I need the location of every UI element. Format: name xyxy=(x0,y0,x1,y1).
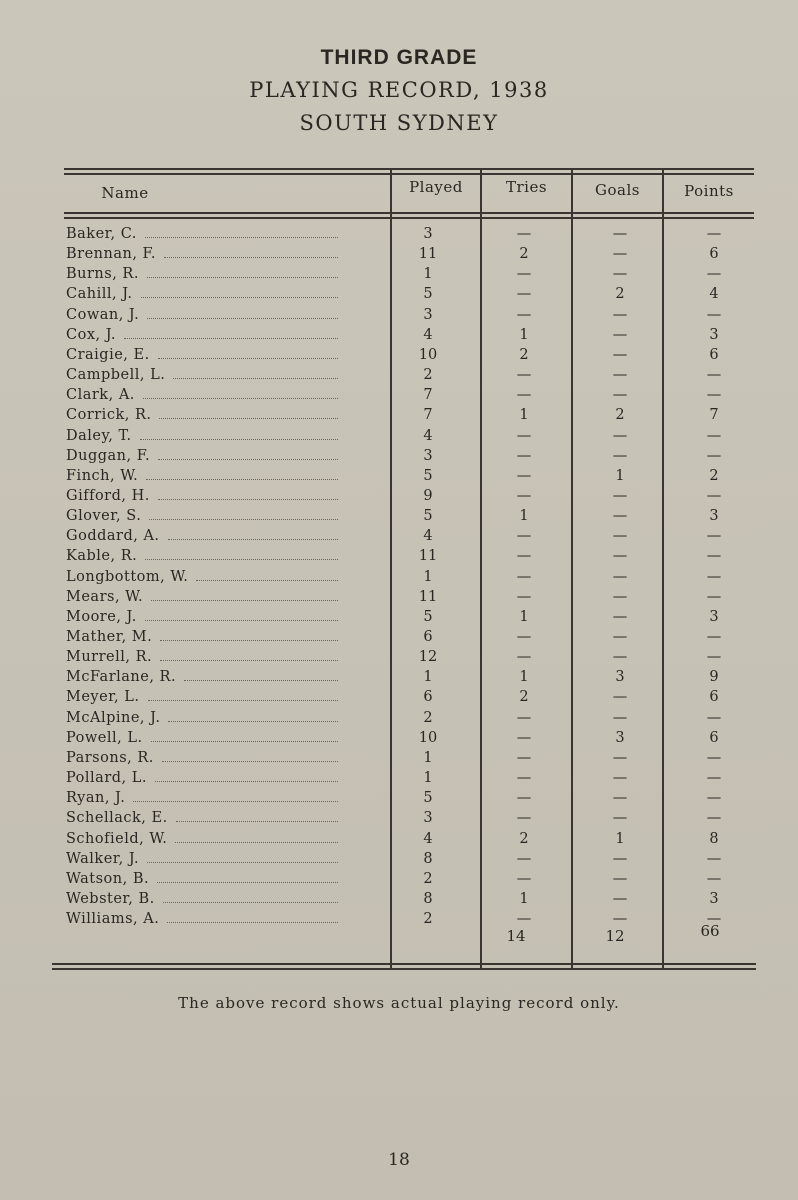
table-bottom-rule xyxy=(52,963,756,965)
cell-played: 2 xyxy=(423,367,433,384)
cell-goals: — xyxy=(612,689,628,706)
cell-tries: — xyxy=(516,447,532,464)
cell-tries: 2 xyxy=(519,246,529,263)
cell-tries: — xyxy=(516,387,532,404)
table-row xyxy=(0,669,798,689)
cell-points: — xyxy=(706,629,722,645)
cell-goals: — xyxy=(612,487,628,504)
cell-points: — xyxy=(706,306,722,323)
cell-goals: — xyxy=(612,246,628,263)
cell-points: — xyxy=(706,568,722,585)
cell-played: 11 xyxy=(418,588,438,605)
cell-played: 12 xyxy=(418,649,438,666)
player-name: Cowan, J. xyxy=(66,306,140,323)
cell-points: 6 xyxy=(709,689,719,706)
cell-points: 4 xyxy=(709,286,719,303)
record-title: PLAYING RECORD, 1938 xyxy=(249,78,549,102)
cell-goals: — xyxy=(612,649,628,666)
cell-goals: — xyxy=(612,508,628,525)
player-name: McFarlane, R. xyxy=(66,669,177,686)
cell-points: 6 xyxy=(709,346,719,363)
cell-goals: — xyxy=(612,870,628,887)
leader-dots xyxy=(151,600,338,601)
cell-tries: — xyxy=(516,588,532,605)
table-row xyxy=(0,548,798,568)
cell-goals: — xyxy=(612,548,628,565)
cell-played: 5 xyxy=(423,608,433,625)
player-name: Moore, J. xyxy=(66,608,137,625)
cell-played: 10 xyxy=(418,346,438,363)
leader-dots xyxy=(141,297,338,298)
cell-tries: — xyxy=(516,528,532,545)
cell-tries: — xyxy=(516,568,532,585)
cell-goals: — xyxy=(612,447,628,464)
cell-tries: — xyxy=(516,226,532,242)
table-bottom-rule-2 xyxy=(52,968,756,970)
table-row xyxy=(0,528,798,548)
table-row xyxy=(0,710,798,730)
cell-tries: 1 xyxy=(519,407,529,424)
player-name: Burns, R. xyxy=(66,266,139,283)
leader-dots xyxy=(159,418,338,419)
cell-points: 3 xyxy=(709,608,719,625)
table-row xyxy=(0,629,798,649)
cell-points: — xyxy=(706,588,722,605)
player-name: Pollard, L. xyxy=(66,770,147,787)
cell-points: — xyxy=(706,427,722,444)
player-name: Daley, T. xyxy=(66,427,132,444)
cell-played: 1 xyxy=(423,266,433,283)
table-row xyxy=(0,770,798,790)
table-row xyxy=(0,226,798,246)
table-row xyxy=(0,307,798,327)
cell-points: — xyxy=(706,387,722,404)
cell-points: — xyxy=(706,226,722,242)
table-top-rule xyxy=(64,168,754,170)
cell-played: 11 xyxy=(418,548,438,565)
leader-dots xyxy=(143,398,338,399)
leader-dots xyxy=(162,761,338,762)
cell-points: 3 xyxy=(709,326,719,343)
player-name: Corrick, R. xyxy=(66,407,152,424)
cell-played: 5 xyxy=(423,508,433,525)
table-row xyxy=(0,609,798,629)
leader-dots xyxy=(184,680,338,681)
leader-dots xyxy=(158,358,338,359)
cell-played: 2 xyxy=(423,870,433,887)
player-name: McAlpine, J. xyxy=(66,709,161,726)
cell-goals: 1 xyxy=(615,467,625,484)
cell-played: 6 xyxy=(423,629,433,645)
leader-dots xyxy=(163,902,338,903)
cell-played: 4 xyxy=(423,427,433,444)
player-name: Glover, S. xyxy=(66,508,142,525)
cell-tries: — xyxy=(516,306,532,323)
player-name: Williams, A. xyxy=(66,911,160,928)
player-name: Walker, J. xyxy=(66,850,140,867)
player-name: Ryan, J. xyxy=(66,790,126,807)
leader-dots xyxy=(157,882,338,883)
leader-dots xyxy=(147,862,338,863)
cell-played: 6 xyxy=(423,689,433,706)
leader-dots xyxy=(173,378,338,379)
player-name: Webster, B. xyxy=(66,890,155,907)
cell-points: — xyxy=(706,850,722,867)
cell-tries: 2 xyxy=(519,346,529,363)
cell-played: 3 xyxy=(423,447,433,464)
table-row xyxy=(0,407,798,427)
player-name: Finch, W. xyxy=(66,467,139,484)
cell-goals: 3 xyxy=(615,669,625,686)
cell-played: 5 xyxy=(423,286,433,303)
leader-dots xyxy=(148,700,338,701)
cell-tries: — xyxy=(516,790,532,807)
cell-goals: 2 xyxy=(615,407,625,424)
cell-tries: — xyxy=(516,286,532,303)
header-bottom-rule-2 xyxy=(64,217,754,219)
cell-played: 5 xyxy=(423,790,433,807)
cell-tries: — xyxy=(516,649,532,666)
cell-played: 2 xyxy=(423,911,433,928)
cell-tries: 1 xyxy=(519,669,529,686)
leader-dots xyxy=(133,801,338,802)
leader-dots xyxy=(147,318,338,319)
cell-tries: 1 xyxy=(519,890,529,907)
cell-points: 6 xyxy=(709,246,719,263)
table-row xyxy=(0,730,798,750)
cell-tries: — xyxy=(516,629,532,645)
cell-goals: — xyxy=(612,387,628,404)
cell-played: 4 xyxy=(423,528,433,545)
cell-played: 3 xyxy=(423,810,433,827)
leader-dots xyxy=(160,640,338,641)
cell-played: 2 xyxy=(423,709,433,726)
cell-played: 7 xyxy=(423,387,433,404)
cell-played: 1 xyxy=(423,669,433,686)
leader-dots xyxy=(167,922,338,923)
table-row xyxy=(0,387,798,407)
cell-goals: — xyxy=(612,810,628,827)
cell-tries: — xyxy=(516,487,532,504)
cell-goals: — xyxy=(612,346,628,363)
cell-points: 3 xyxy=(709,890,719,907)
player-name: Meyer, L. xyxy=(66,689,140,706)
table-row xyxy=(0,750,798,770)
cell-played: 10 xyxy=(418,729,438,746)
cell-tries: 1 xyxy=(519,326,529,343)
leader-dots xyxy=(160,660,338,661)
player-name: Campbell, L. xyxy=(66,367,166,384)
table-row xyxy=(0,367,798,387)
cell-goals: — xyxy=(612,629,628,645)
cell-points: — xyxy=(706,709,722,726)
leader-dots xyxy=(176,821,338,822)
leader-dots xyxy=(149,519,338,520)
cell-goals: — xyxy=(612,326,628,343)
cell-tries: — xyxy=(516,266,532,283)
player-name: Clark, A. xyxy=(66,387,135,404)
player-name: Mears, W. xyxy=(66,588,144,605)
cell-points: — xyxy=(706,770,722,787)
cell-points: — xyxy=(706,367,722,384)
table-row xyxy=(0,347,798,367)
cell-points: — xyxy=(706,487,722,504)
cell-played: 11 xyxy=(418,246,438,263)
column-header-name: Name xyxy=(101,184,149,202)
table-row xyxy=(0,266,798,286)
cell-tries: 1 xyxy=(519,608,529,625)
leader-dots xyxy=(158,499,338,500)
leader-dots xyxy=(145,620,338,621)
cell-tries: — xyxy=(516,709,532,726)
cell-goals: — xyxy=(612,790,628,807)
leader-dots xyxy=(196,580,338,581)
cell-tries: — xyxy=(516,467,532,484)
player-name: Schofield, W. xyxy=(66,830,168,847)
cell-goals: — xyxy=(612,709,628,726)
cell-points: 6 xyxy=(709,729,719,746)
table-row xyxy=(0,569,798,589)
table-row xyxy=(0,488,798,508)
leader-dots xyxy=(164,257,338,258)
table-row xyxy=(0,649,798,669)
table-row xyxy=(0,689,798,709)
cell-played: 1 xyxy=(423,568,433,585)
cell-tries: — xyxy=(516,770,532,787)
player-name: Murrell, R. xyxy=(66,649,153,666)
header-bottom-rule xyxy=(64,212,754,214)
player-name: Watson, B. xyxy=(66,870,150,887)
player-name: Duggan, F. xyxy=(66,447,151,464)
table-row xyxy=(0,911,798,931)
cell-points: — xyxy=(706,870,722,887)
club-title: SOUTH SYDNEY xyxy=(299,111,499,135)
cell-points: 8 xyxy=(709,830,719,847)
cell-played: 1 xyxy=(423,749,433,766)
cell-tries: 2 xyxy=(519,689,529,706)
table-row xyxy=(0,448,798,468)
column-header-played: Played xyxy=(409,178,463,196)
leader-dots xyxy=(146,479,338,480)
player-name: Cahill, J. xyxy=(66,286,133,303)
cell-points: 2 xyxy=(709,467,719,484)
table-row xyxy=(0,871,798,891)
table-row xyxy=(0,790,798,810)
player-name: Longbottom, W. xyxy=(66,568,189,585)
cell-played: 3 xyxy=(423,226,433,242)
cell-played: 4 xyxy=(423,830,433,847)
cell-played: 9 xyxy=(423,487,433,504)
cell-points: — xyxy=(706,810,722,827)
cell-goals: — xyxy=(612,427,628,444)
table-row xyxy=(0,286,798,306)
cell-played: 7 xyxy=(423,407,433,424)
cell-goals: — xyxy=(612,306,628,323)
cell-tries: — xyxy=(516,427,532,444)
cell-goals: — xyxy=(612,911,628,928)
cell-played: 4 xyxy=(423,326,433,343)
total-tries: 14 xyxy=(506,927,526,945)
column-header-points: Points xyxy=(684,182,734,200)
cell-points: — xyxy=(706,548,722,565)
cell-tries: — xyxy=(516,810,532,827)
cell-tries: — xyxy=(516,749,532,766)
player-name: Baker, C. xyxy=(66,226,137,242)
footnote: The above record shows actual playing record only. xyxy=(178,994,620,1012)
cell-played: 5 xyxy=(423,467,433,484)
cell-tries: 2 xyxy=(519,830,529,847)
cell-goals: — xyxy=(612,770,628,787)
cell-tries: — xyxy=(516,548,532,565)
cell-tries: — xyxy=(516,850,532,867)
cell-goals: 2 xyxy=(615,286,625,303)
cell-goals: — xyxy=(612,528,628,545)
table-row xyxy=(0,891,798,911)
cell-points: — xyxy=(706,749,722,766)
player-name: Powell, L. xyxy=(66,729,143,746)
cell-tries: — xyxy=(516,870,532,887)
cell-played: 8 xyxy=(423,850,433,867)
table-top-rule-2 xyxy=(64,173,754,175)
leader-dots xyxy=(155,781,338,782)
player-name: Cox, J. xyxy=(66,326,117,343)
cell-tries: — xyxy=(516,729,532,746)
table-row xyxy=(0,246,798,266)
leader-dots xyxy=(168,721,338,722)
cell-tries: 1 xyxy=(519,508,529,525)
cell-played: 1 xyxy=(423,770,433,787)
cell-played: 3 xyxy=(423,306,433,323)
table-row xyxy=(0,851,798,871)
cell-points: 7 xyxy=(709,407,719,424)
cell-goals: — xyxy=(612,568,628,585)
cell-goals: 3 xyxy=(615,729,625,746)
player-name: Craigie, E. xyxy=(66,346,150,363)
grade-title: THIRD GRADE xyxy=(320,46,478,69)
leader-dots xyxy=(147,277,338,278)
player-name: Brennan, F. xyxy=(66,246,156,263)
player-name: Parsons, R. xyxy=(66,749,154,766)
player-name: Kable, R. xyxy=(66,548,138,565)
table-row xyxy=(0,327,798,347)
leader-dots xyxy=(145,559,338,560)
player-name: Mather, M. xyxy=(66,629,153,645)
leader-dots xyxy=(175,842,338,843)
table-row xyxy=(0,589,798,609)
cell-points: — xyxy=(706,649,722,666)
table-row xyxy=(0,831,798,851)
column-header-goals: Goals xyxy=(595,181,640,199)
cell-points: — xyxy=(706,790,722,807)
cell-points: — xyxy=(706,447,722,464)
player-name: Gifford, H. xyxy=(66,487,150,504)
column-header-tries: Tries xyxy=(505,178,548,196)
total-points: 66 xyxy=(700,922,720,940)
total-goals: 12 xyxy=(605,927,625,945)
cell-goals: — xyxy=(612,850,628,867)
cell-goals: — xyxy=(612,890,628,907)
cell-goals: — xyxy=(612,749,628,766)
leader-dots xyxy=(124,338,338,339)
table-row xyxy=(0,468,798,488)
cell-points: 3 xyxy=(709,508,719,525)
leader-dots xyxy=(140,439,338,440)
table-row xyxy=(0,428,798,448)
cell-goals: — xyxy=(612,588,628,605)
cell-goals: — xyxy=(612,266,628,283)
cell-goals: — xyxy=(612,226,628,242)
leader-dots xyxy=(151,741,338,742)
leader-dots xyxy=(145,237,338,238)
cell-played: 8 xyxy=(423,890,433,907)
cell-goals: 1 xyxy=(615,830,625,847)
leader-dots xyxy=(158,459,338,460)
cell-tries: — xyxy=(516,367,532,384)
leader-dots xyxy=(168,539,338,540)
player-name: Goddard, A. xyxy=(66,528,160,545)
cell-points: — xyxy=(706,266,722,283)
table-row xyxy=(0,508,798,528)
cell-goals: — xyxy=(612,367,628,384)
cell-points: — xyxy=(706,911,722,928)
table-row xyxy=(0,810,798,830)
cell-points: — xyxy=(706,528,722,545)
cell-points: 9 xyxy=(709,669,719,686)
player-name: Schellack, E. xyxy=(66,810,168,827)
cell-goals: — xyxy=(612,608,628,625)
page-number: 18 xyxy=(388,1150,410,1170)
cell-tries: — xyxy=(516,911,532,928)
